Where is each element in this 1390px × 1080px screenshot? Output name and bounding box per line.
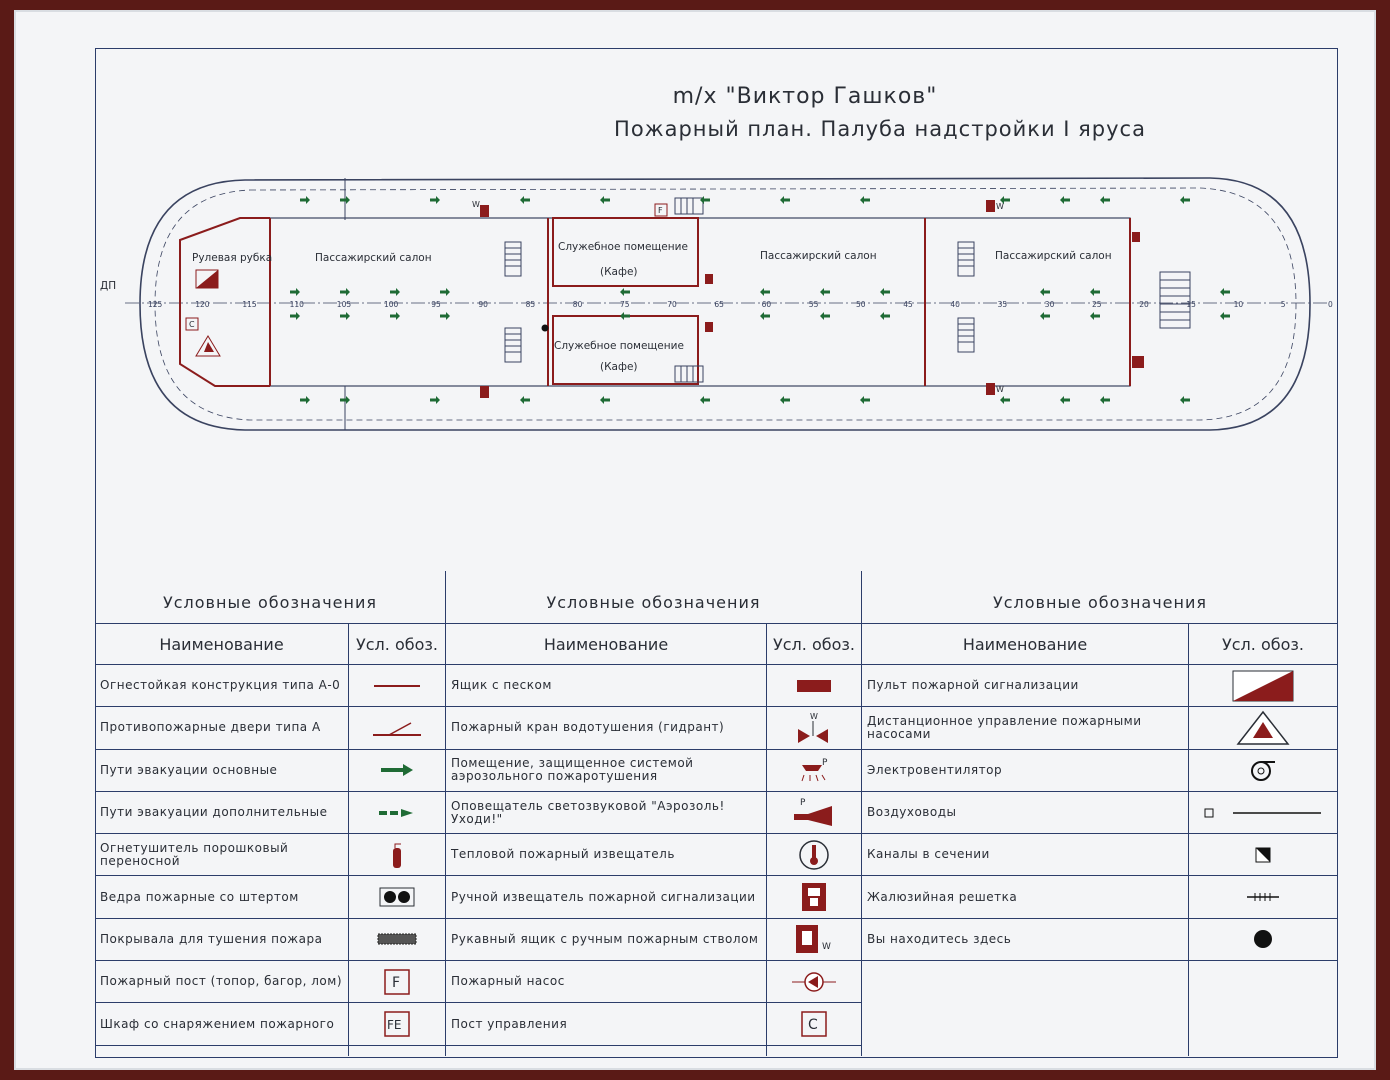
- legend-heading: Условные обозначения: [992, 593, 1207, 612]
- legend-table: [95, 571, 1338, 1056]
- legend-item-name: Вы находитесь здесь: [867, 931, 1012, 946]
- legend-heading: Условные обозначения: [162, 593, 377, 612]
- legend-item-name: Воздуховоды: [867, 805, 957, 820]
- heat-symbol-icon: [766, 834, 862, 875]
- evacuation-arrow: [1220, 288, 1230, 296]
- buckets-symbol-icon: [348, 876, 446, 917]
- legend-row: [862, 876, 1338, 918]
- sand-symbol-icon: [766, 665, 862, 706]
- frame-number: 30: [1044, 300, 1055, 309]
- fan-symbol-icon: [1188, 750, 1338, 791]
- salon1-label: Пассажирский салон: [315, 252, 432, 264]
- frame-number: 60: [761, 300, 772, 309]
- you-are-here-marker: [542, 325, 549, 332]
- svg-text:C: C: [808, 1017, 818, 1034]
- evacuation-arrow: [1100, 196, 1110, 204]
- legend-row: [95, 750, 445, 792]
- blanket-symbol-icon: [348, 919, 446, 960]
- evacuation-arrow: [820, 288, 830, 296]
- legend-item-name: Пути эвакуации дополнительные: [100, 805, 328, 820]
- evacuation-arrow: [600, 196, 610, 204]
- dp-label: ДП: [100, 280, 117, 292]
- svg-text:W: W: [996, 202, 1004, 211]
- hull-inner: [155, 188, 1296, 420]
- legend-row: [95, 707, 445, 749]
- evacuation-arrow: [600, 396, 610, 404]
- FE-symbol-icon: [348, 1003, 446, 1044]
- legend-row: [95, 792, 445, 834]
- legend-item-name: Шкаф со снаряжением пожарного: [100, 1016, 335, 1031]
- legend-item-name: Ручной извещатель пожарной сигнализации: [451, 889, 756, 904]
- channel-symbol-icon: [1188, 834, 1338, 875]
- frame-number: 15: [1186, 300, 1196, 309]
- legend-column-2: [446, 571, 862, 1056]
- legend-column-3: [862, 571, 1338, 1056]
- hose-symbol-icon: [766, 919, 862, 960]
- frame-number: 25: [1092, 300, 1102, 309]
- evacuation-arrow: [880, 288, 890, 296]
- here-symbol-icon: [1188, 919, 1338, 960]
- svg-text:P: P: [822, 758, 828, 769]
- siren-symbol-icon: [766, 792, 862, 833]
- svg-text:F: F: [392, 974, 401, 991]
- salon3-label: Пассажирский салон: [995, 250, 1112, 262]
- legend-item-name: Пути эвакуации основные: [100, 762, 278, 777]
- frame-number: 0: [1328, 300, 1333, 309]
- door-symbol-icon: [348, 707, 446, 748]
- legend-row: [446, 961, 861, 1003]
- salon2-label: Пассажирский салон: [760, 250, 877, 262]
- evacuation-arrow: [1090, 312, 1100, 320]
- frame-number: 65: [714, 300, 724, 309]
- frame-number: 85: [525, 300, 536, 309]
- service-bottom-label: Служебное помещение: [554, 340, 684, 352]
- frame-number: 50: [856, 300, 866, 309]
- evacuation-arrow: [300, 396, 310, 404]
- legend-item-name: Противопожарные двери типа А: [100, 720, 321, 735]
- legend-item-name: Жалюзийная решетка: [867, 889, 1018, 904]
- evacuation-arrow: [390, 288, 400, 296]
- evacuation-arrow: [620, 288, 630, 296]
- col-symbol-header: Усл. обоз.: [1188, 623, 1338, 665]
- legend-item-name: Оповещатель светозвуковой "Аэрозоль! Уходи!": [451, 798, 725, 826]
- evacuation-arrow: [1060, 196, 1070, 204]
- frame-number: 115: [242, 300, 257, 309]
- legend-row: [95, 665, 445, 707]
- col-symbol-header: Усл. обоз.: [766, 623, 862, 665]
- hydrant-symbol-icon: [766, 707, 862, 748]
- legend-row: [95, 834, 445, 876]
- frame-number: 90: [478, 300, 488, 309]
- plan-title: Пожарный план. Палуба надстройки I яруса: [614, 117, 1146, 141]
- frame-number: 120: [195, 300, 210, 309]
- legend-item-name: Пост управления: [451, 1016, 568, 1031]
- evacuation-arrow: [430, 396, 440, 404]
- evacuation-arrow: [1180, 196, 1190, 204]
- svg-text:W: W: [822, 942, 831, 953]
- evacuation-arrow: [880, 312, 890, 320]
- frame-number: 45: [903, 300, 913, 309]
- legend-row: [862, 707, 1338, 749]
- C-symbol-icon: [766, 1003, 862, 1044]
- service-top-label: Служебное помещение: [558, 241, 688, 253]
- evacuation-arrow: [820, 312, 830, 320]
- evacuation-arrow: [430, 196, 440, 204]
- evacuation-arrow: [440, 312, 450, 320]
- legend-item-name: Пожарный пост (топор, багор, лом): [100, 974, 343, 989]
- frame-number: 55: [808, 300, 819, 309]
- frame-number: 75: [620, 300, 630, 309]
- frame-number: 100: [384, 300, 399, 309]
- duct-symbol-icon: [1188, 792, 1338, 833]
- evacuation-arrow: [1040, 288, 1050, 296]
- frame-number: 10: [1233, 300, 1244, 309]
- frame-number: 105: [336, 300, 352, 309]
- legend-row: [95, 919, 445, 961]
- legend-item-name: Покрывала для тушения пожара: [100, 931, 323, 946]
- frame-number: 20: [1139, 300, 1149, 309]
- legend-item-name: Рукавный ящик с ручным пожарным стволом: [451, 931, 759, 946]
- legend-row: [446, 834, 861, 876]
- evacuation-arrow: [340, 288, 350, 296]
- evacuation-arrow: [1180, 396, 1190, 404]
- legend-item-name: Ящик с песком: [451, 678, 552, 693]
- col-name-header: Наименование: [446, 623, 766, 665]
- grille-symbol-icon: [1188, 876, 1338, 917]
- frame-numbers: [148, 300, 1333, 309]
- evacuation-arrow: [700, 196, 710, 204]
- legend-item-name: Дистанционное управление пожарными насосами: [867, 713, 1142, 741]
- col-name-header: Наименование: [862, 623, 1188, 665]
- legend-item-name: Тепловой пожарный извещатель: [451, 847, 675, 862]
- legend-row: [95, 1003, 445, 1045]
- wheelhouse-label: Рулевая рубка: [192, 252, 273, 264]
- svg-text:W: W: [472, 200, 480, 209]
- evacuation-arrow: [520, 396, 530, 404]
- evacuation-arrow: [1090, 288, 1100, 296]
- evacuation-arrow: [1100, 396, 1110, 404]
- legend-item-name: Помещение, защищенное системой аэрозольного пожаротушения: [451, 756, 694, 784]
- legend-item-name: Пожарный кран водотушения (гидрант): [451, 720, 725, 735]
- legend-row: [862, 919, 1338, 961]
- arrow-symbol-icon: [348, 750, 446, 791]
- svg-text:W: W: [996, 385, 1004, 394]
- pump-symbol-icon: [766, 961, 862, 1002]
- svg-text:C: C: [189, 320, 195, 329]
- legend-row: [446, 876, 861, 918]
- frame-number: 80: [572, 300, 583, 309]
- evacuation-arrow: [760, 288, 770, 296]
- aerosol-symbol-icon: [766, 750, 862, 791]
- legend-row: [862, 750, 1338, 792]
- legend-row: [862, 665, 1338, 707]
- darrow-symbol-icon: [348, 792, 446, 833]
- frame-number: 70: [667, 300, 677, 309]
- F-symbol-icon: [348, 961, 446, 1002]
- fire-post-icon: [480, 200, 1144, 398]
- frame-number: 125: [148, 300, 163, 309]
- legend-row: [95, 876, 445, 918]
- hull-outline: [140, 178, 1310, 430]
- legend-item-name: Электровентилятор: [867, 762, 1003, 777]
- frame-number: 95: [431, 300, 441, 309]
- stairs-icon: [505, 198, 1190, 382]
- manual-symbol-icon: [766, 876, 862, 917]
- svg-text:P: P: [800, 797, 806, 808]
- evacuation-arrow: [520, 196, 530, 204]
- legend-row: [446, 707, 861, 749]
- legend-row: [862, 834, 1338, 876]
- legend-item-name: Пульт пожарной сигнализации: [867, 678, 1079, 693]
- svg-text:FE: FE: [387, 1018, 402, 1033]
- legend-heading: Условные обозначения: [546, 593, 761, 612]
- line-symbol-icon: [348, 665, 446, 706]
- evacuation-arrow: [1040, 312, 1050, 320]
- evacuation-arrow: [290, 288, 300, 296]
- evacuation-arrow: [290, 312, 300, 320]
- evacuation-arrow: [620, 312, 630, 320]
- panel-symbol-icon: [1188, 665, 1338, 706]
- ext-symbol-icon: [348, 834, 446, 875]
- evacuation-arrow: [780, 396, 790, 404]
- legend-item-name: Ведра пожарные со штертом: [100, 889, 299, 904]
- legend-row: [446, 665, 861, 707]
- legend-item-name: Огнестойкая конструкция типа А-0: [100, 678, 341, 693]
- svg-text:W: W: [810, 711, 818, 721]
- frame-number: 35: [997, 300, 1008, 309]
- evacuation-arrow: [700, 396, 710, 404]
- legend-row: [446, 919, 861, 961]
- legend-item-name: Каналы в сечении: [867, 847, 990, 862]
- frame-number: 110: [289, 300, 304, 309]
- col-symbol-header: Усл. обоз.: [348, 623, 446, 665]
- evacuation-arrow: [440, 288, 450, 296]
- frame-number: 40: [950, 300, 960, 309]
- legend-item-name: Огнетушитель порошковый переносной: [100, 840, 289, 868]
- cafe-bottom-label: (Кафе): [600, 361, 638, 373]
- legend-column-1: [95, 571, 446, 1056]
- cafe-top-label: (Кафе): [600, 266, 638, 278]
- evacuation-arrow: [760, 312, 770, 320]
- legend-row: [95, 961, 445, 1003]
- legend-row: [446, 750, 861, 792]
- svg-text:F: F: [658, 206, 663, 215]
- evacuation-arrow: [860, 396, 870, 404]
- remote-symbol-icon: [1188, 707, 1338, 748]
- legend-row: [862, 792, 1338, 834]
- evacuation-arrow: [340, 312, 350, 320]
- evacuation-arrow: [1060, 396, 1070, 404]
- evacuation-arrow: [1220, 312, 1230, 320]
- ship-title: m/x "Виктор Гашков": [672, 84, 938, 109]
- evacuation-arrow: [780, 196, 790, 204]
- legend-row: [446, 1003, 861, 1045]
- evacuation-arrow: [390, 312, 400, 320]
- legend-row: [446, 792, 861, 834]
- evacuation-arrow: [860, 196, 870, 204]
- col-name-header: Наименование: [95, 623, 348, 665]
- legend-item-name: Пожарный насос: [451, 974, 565, 989]
- evacuation-arrow: [1000, 396, 1010, 404]
- evacuation-arrow: [300, 196, 310, 204]
- frame-number: 5: [1280, 300, 1286, 309]
